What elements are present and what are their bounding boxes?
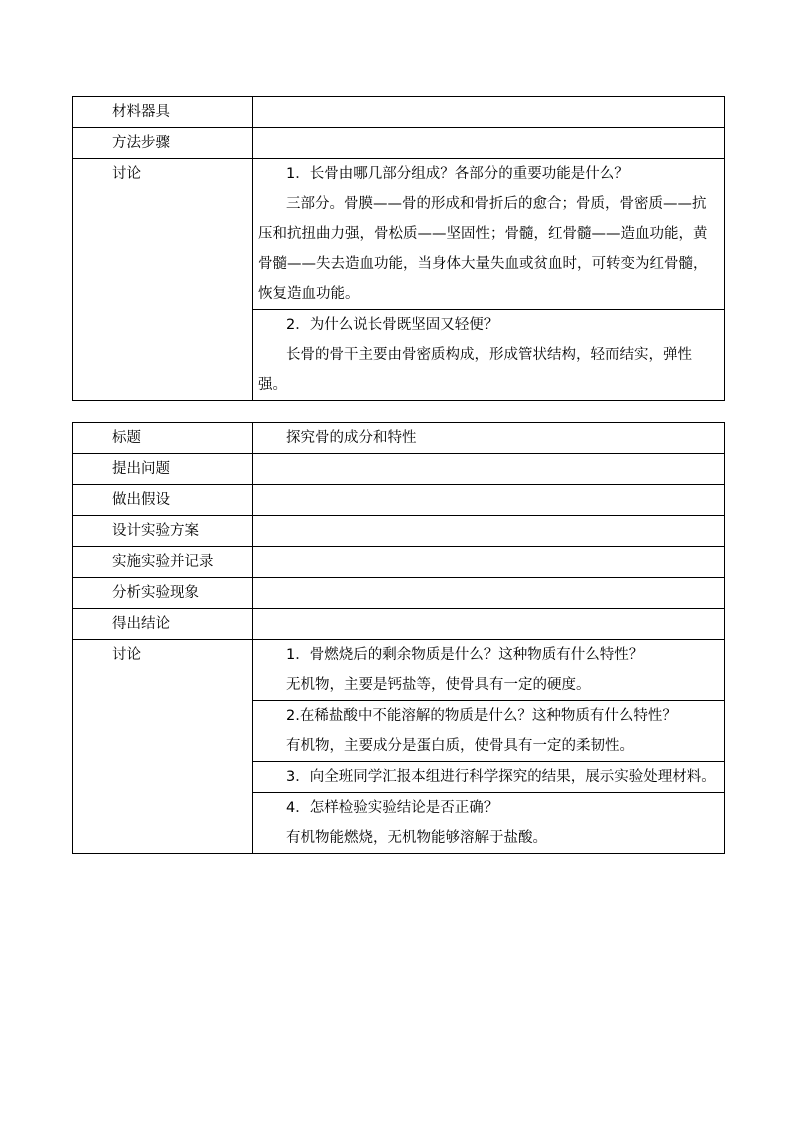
discussion-answer: 长骨的骨干主要由骨密质构成，形成管状结构，轻而结实，弹性强。 (258, 347, 692, 393)
row-label (73, 547, 253, 578)
bone-structure-table (72, 96, 725, 401)
table-row (73, 128, 725, 159)
bone-composition-experiment-table (72, 422, 725, 854)
discussion-cell (253, 159, 725, 310)
table-row (73, 97, 725, 128)
discussion-question: 3．向全班同学汇报本组进行科学探究的结果，展示实验处理材料。 (286, 769, 716, 785)
title-label: 标题 (112, 430, 141, 446)
discussion-answer: 有机物能燃烧，无机物能够溶解于盐酸。 (286, 830, 547, 846)
discussion-question: 2.在稀盐酸中不能溶解的物质是什么？这种物质有什么特性？ (286, 708, 677, 724)
row-label (73, 454, 253, 485)
discussion-question: 1．骨燃烧后的剩余物质是什么？这种物质有什么特性？ (286, 647, 644, 663)
row-label (73, 609, 253, 640)
analysis-cell (253, 578, 725, 609)
question-cell (253, 454, 725, 485)
analysis-label: 分析实验现象 (112, 585, 199, 601)
discussion-question: 1．长骨由哪几部分组成？各部分的重要功能是什么？ (286, 166, 629, 182)
question-label: 提出问题 (112, 461, 170, 477)
discussion-cell (253, 762, 725, 793)
row-label (73, 485, 253, 516)
row-label (73, 516, 253, 547)
table-row (73, 485, 725, 516)
table-row (73, 609, 725, 640)
implement-label: 实施实验并记录 (112, 554, 214, 570)
discussion-cell (253, 640, 725, 701)
conclusion-label: 得出结论 (112, 616, 170, 632)
discussion-question: 4．怎样检验实验结论是否正确？ (286, 800, 499, 816)
discussion-answer: 无机物，主要是钙盐等，使骨具有一定的硬度。 (286, 677, 591, 693)
hypothesis-cell (253, 485, 725, 516)
materials-label: 材料器具 (112, 104, 170, 120)
method-cell (253, 128, 725, 159)
title-value: 探究骨的成分和特性 (286, 430, 417, 446)
method-label: 方法步骤 (112, 135, 170, 151)
row-label (73, 159, 253, 401)
title-cell (253, 423, 725, 454)
design-label: 设计实验方案 (112, 523, 199, 539)
discussion-question: 2．为什么说长骨既坚固又轻便？ (286, 317, 499, 333)
discussion-label: 讨论 (112, 647, 141, 663)
discussion-answer: 三部分。骨膜——骨的形成和骨折后的愈合；骨质，骨密质——抗压和抗扭曲力强，骨松质——坚固性；骨髓，红骨髓——造血功能，黄骨髓——失去造血功能，当身体大量失血或贫血时，可转变为红骨髓，恢复造血功能。 (258, 196, 708, 302)
table-row (73, 640, 725, 701)
table-row (73, 454, 725, 485)
materials-cell (253, 97, 725, 128)
implement-cell (253, 547, 725, 578)
row-label (73, 128, 253, 159)
table-row (73, 159, 725, 310)
discussion-cell (253, 701, 725, 762)
hypothesis-label: 做出假设 (112, 492, 170, 508)
conclusion-cell (253, 609, 725, 640)
table-row (73, 516, 725, 547)
discussion-cell (253, 793, 725, 854)
table-row (73, 423, 725, 454)
discussion-cell (253, 310, 725, 401)
row-label (73, 640, 253, 854)
row-label (73, 97, 253, 128)
row-label (73, 578, 253, 609)
row-label (73, 423, 253, 454)
table-row (73, 578, 725, 609)
table-row (73, 547, 725, 578)
discussion-answer: 有机物，主要成分是蛋白质，使骨具有一定的柔韧性。 (286, 738, 634, 754)
discussion-label: 讨论 (112, 166, 141, 182)
design-cell (253, 516, 725, 547)
